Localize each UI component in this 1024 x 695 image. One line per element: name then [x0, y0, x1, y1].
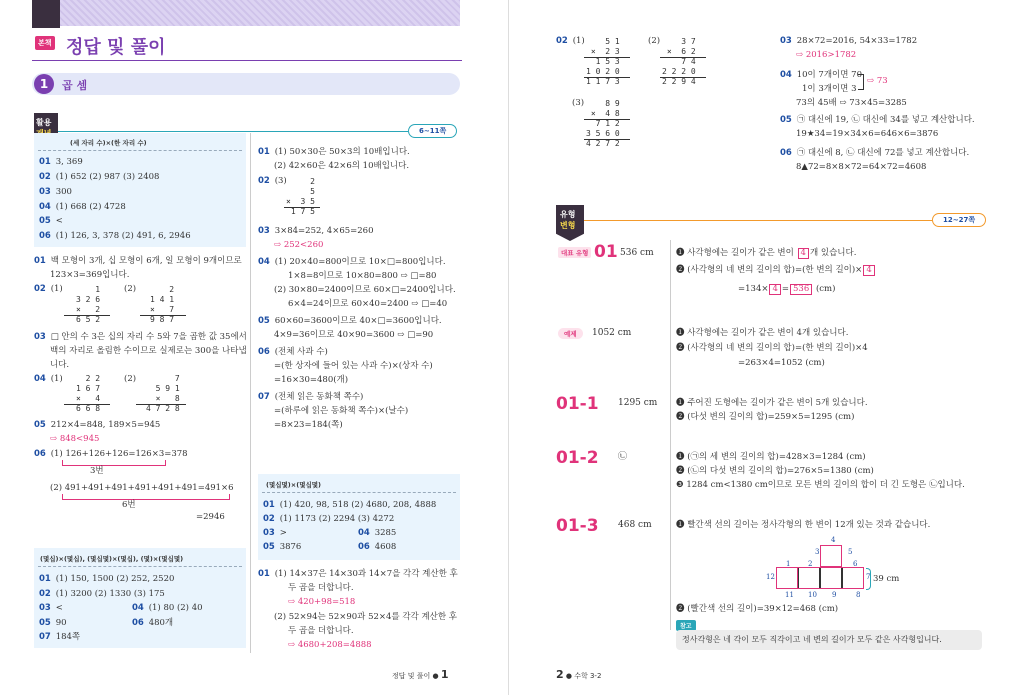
page-range-a: 6~11쪽: [408, 124, 457, 138]
r-02: 02 (1): [556, 36, 585, 46]
section-title: 곱 셈: [62, 79, 88, 92]
fig-square: [820, 545, 842, 567]
r-04-2: 1이 3개이면 3: [802, 84, 857, 94]
calc-02b: 2 1 4 1 × 7 9 8 7: [150, 285, 175, 324]
answer-01-cont: 123×3=369입니다.: [50, 270, 130, 280]
answer-03-cont: 니다.: [50, 360, 70, 370]
header-bar: [60, 0, 460, 26]
answer-02: 02 (1): [34, 284, 63, 294]
list-item: 02 (1) 1173 (2) 2294 (3) 4272: [263, 514, 395, 524]
list-item: 05 3876: [263, 542, 302, 552]
fig-brace: [866, 568, 871, 590]
right-page: [512, 0, 1024, 695]
type-answer: 468 cm: [618, 520, 652, 530]
list-item: 02 (1) 3200 (2) 1330 (3) 175: [39, 589, 165, 599]
calc-rule: [584, 77, 630, 78]
calc-rule: [140, 315, 186, 316]
mid-04: 04 (1) 20×40=800이므로 10×□=800입니다.: [258, 257, 446, 267]
r-05-2: 19★34=19×34×6=646×6=3876: [796, 129, 939, 139]
tag-line1: 활용: [36, 118, 52, 127]
title-underline: [32, 60, 462, 61]
box3-divider: [262, 492, 456, 493]
mid-06-3: =16×30=480(개): [274, 375, 349, 385]
tag-line: [58, 131, 408, 132]
type-number: 01-1: [556, 394, 599, 414]
r-04-3: 73의 45배 ⇨ 73×45=3285: [796, 98, 907, 108]
type-line: ❶ 사각형에는 길이가 같은 변이 4개 있습니다.: [676, 328, 849, 338]
footer-left: 정답 및 풀이 ● 1: [392, 668, 449, 681]
calc-02a: 1 3 2 6 × 2 6 5 2: [76, 285, 101, 324]
list-item: 07 184쪽: [39, 632, 81, 642]
calc-rule: [584, 139, 630, 140]
calc-rule: [660, 57, 706, 58]
fig-num: 7: [866, 573, 871, 581]
list-item: 03 <: [39, 603, 63, 613]
type-line: ❶ 주어진 도형에는 길이가 같은 변이 5개 있습니다.: [676, 398, 868, 408]
list-item: 04 (1) 668 (2) 4728: [39, 202, 126, 212]
fig-num: 12: [766, 573, 775, 581]
fig-num: 4: [831, 536, 836, 544]
type-line: =263×4=1052 (cm): [738, 358, 825, 368]
calc-rule: [64, 404, 110, 405]
type-answer: 1295 cm: [618, 398, 658, 408]
answer-02-label2: (2): [124, 284, 137, 294]
brace-6-label: 6번: [122, 500, 136, 510]
tag2-line1: 유형: [560, 210, 576, 219]
r-06: 06 ㉠ 대신에 8, ㉡ 대신에 72를 넣고 계산합니다.: [780, 148, 970, 158]
mid-07: 07 (전체 읽은 동화책 쪽수): [258, 392, 364, 402]
type-answer: 536 cm: [620, 248, 654, 258]
fig-outline: [776, 567, 864, 589]
mid-06: 06 (전체 사과 수): [258, 347, 328, 357]
type-answer: ㉡: [618, 452, 628, 462]
mb-05: 두 곱을 더합니다.: [288, 626, 354, 636]
book-badge: 본책: [35, 36, 55, 50]
r-02-2: (2): [648, 36, 661, 46]
box2-title: (몇십)×(몇십), (몇십몇)×(몇십), (몇)×(몇십몇): [40, 555, 184, 563]
calc-rule: [136, 404, 186, 405]
mid-04-4: 6×4=24이므로 60×40=2400 ⇨ □=40: [288, 299, 448, 309]
answer-04-label2: (2): [124, 374, 137, 384]
list-item: 05 90: [39, 618, 67, 628]
fig-num: 8: [856, 591, 861, 599]
calc-rule: [584, 57, 630, 58]
calc-r02a: 5 1 × 2 3 1 5 3 1 0 2 0 1 1 7 3: [586, 37, 620, 86]
mid-03: 03 3×84=252, 4×65=260: [258, 226, 374, 236]
box2-divider: [38, 566, 242, 567]
type-number: 01: [594, 242, 618, 262]
brace-6: [62, 494, 230, 500]
brace-3: [62, 460, 166, 466]
mid-07-3: =8×23=184(쪽): [274, 420, 343, 430]
example-label: 예제: [558, 328, 583, 339]
calc-rule: [64, 315, 110, 316]
calc-rule: [660, 77, 706, 78]
mb-04: (2) 52×94는 52×90과 52×4를 각각 계산한 후: [274, 612, 458, 622]
answer-06-3: =2946: [196, 512, 225, 522]
type-line: ❶ 빨간색 선의 길이는 정사각형의 한 변이 12개 있는 것과 같습니다.: [676, 520, 931, 530]
r-04-res: ⇨ 73: [867, 76, 888, 86]
mid-02: 02 (3): [258, 176, 287, 186]
mb-03: ⇨ 420+98=518: [288, 597, 356, 607]
r-06-2: 8▲72=8×8×72=64×72=4608: [796, 162, 927, 172]
type-line: ❷ (다섯 변의 길이의 합)=259×5=1295 (cm): [676, 412, 855, 422]
type-label: 대표 유형: [558, 247, 591, 258]
list-item: 01 (1) 150, 1500 (2) 252, 2520: [39, 574, 175, 584]
type-divider: [670, 240, 671, 630]
type-number: 01-3: [556, 516, 599, 536]
footer-right: 2 ● 수학 3-2: [556, 668, 602, 681]
page-title: 정답 및 풀이: [66, 37, 166, 58]
list-item: 04 3285: [358, 528, 397, 538]
header-tab-dark: [32, 0, 60, 28]
answer-03: 03 □ 안의 수 3은 십의 자리 수 5와 7을 곱한 값 35에서: [34, 332, 247, 342]
box1-title: (세 자리 수)×(한 자리 수): [70, 139, 147, 147]
type-answer: 1052 cm: [592, 328, 632, 338]
brace-3-label: 3번: [90, 466, 104, 476]
r-04: 04 10이 7개이면 70: [780, 70, 862, 80]
calc-r02c: 8 9 × 4 8 7 1 2 3 5 6 0 4 2 7 2: [586, 99, 620, 148]
fig-num: 6: [853, 560, 858, 568]
fig-num: 11: [785, 591, 794, 599]
fig-side: 39 cm: [873, 574, 900, 584]
bracket: [858, 74, 864, 90]
list-item: 06 480개: [132, 618, 174, 628]
tag2-line: [584, 220, 932, 221]
calc-mid-02: 2 5 × 3 5 1 7 5: [286, 177, 315, 216]
section-bar: [32, 73, 460, 95]
section-number: 1: [34, 74, 54, 94]
mid-01: 01 (1) 50×30은 50×3의 10배입니다.: [258, 147, 410, 157]
answer-06: 06 (1) 126+126+126=126×3=378: [34, 449, 188, 459]
type-line: ❷ (사각형의 네 변의 길이의 합)=(한 변의 길이)× 4: [676, 265, 876, 276]
box3-title: (몇십몇)×(몇십몇): [266, 481, 322, 489]
fig-num: 5: [848, 548, 853, 556]
fig-num: 2: [808, 560, 813, 568]
fig-num: 1: [786, 560, 791, 568]
mid-05: 05 60×60=3600이므로 40×□=3600입니다.: [258, 316, 442, 326]
list-item: 04 (1) 80 (2) 40: [132, 603, 203, 613]
mb-01: 01 (1) 14×37은 14×30과 14×7을 각각 계산한 후: [258, 569, 458, 579]
answer-04: 04 (1): [34, 374, 63, 384]
note-tag: 참고: [676, 620, 696, 631]
type-line: ❷ (사각형의 네 변의 길이의 합)=(한 변의 길이)×4: [676, 343, 868, 353]
mid-04-2: 1×8=8이므로 10×80=800 ⇨ □=80: [288, 271, 437, 281]
list-item: 06 (1) 126, 3, 378 (2) 491, 6, 2946: [39, 231, 191, 241]
mid-03-2: ⇨ 252<260: [274, 240, 324, 250]
mid-07-2: =(하루에 읽은 동화책 쪽수)×(날수): [274, 406, 409, 416]
list-item: 06 4608: [358, 542, 397, 552]
type-line: ❷ (빨간색 선의 길이)=39×12=468 (cm): [676, 604, 839, 614]
mb-02: 두 곱을 더합니다.: [288, 583, 354, 593]
mid-05-2: 4×9=36이므로 40×90=3600 ⇨ □=90: [274, 330, 434, 340]
left-page: [0, 0, 496, 695]
list-item: 01 (1) 420, 98, 518 (2) 4680, 208, 4888: [263, 500, 437, 510]
type-line: ❷ (㉡의 다섯 변의 길이의 합)=276×5=1380 (cm): [676, 466, 874, 476]
spine: [508, 0, 509, 695]
mid-01-2: (2) 42×60은 42×6의 10배입니다.: [274, 161, 410, 171]
answer-06-2: (2) 491+491+491+491+491+491=491×6: [50, 483, 234, 493]
fig-num: 9: [832, 591, 837, 599]
list-item: 05 <: [39, 216, 63, 226]
page-range-b: 12~27쪽: [932, 213, 986, 227]
type-line: ❸ 1284 cm<1380 cm이므로 모든 변의 길이의 합이 더 긴 도형은 ㉡입니다.: [676, 480, 965, 490]
r-05: 05 ㉠ 대신에 19, ㉡ 대신에 34를 넣고 계산합니다.: [780, 115, 975, 125]
mid-04-3: (2) 30×80=2400이므로 60×□=2400입니다.: [274, 285, 456, 295]
column-divider: [250, 133, 251, 653]
calc-rule: [284, 207, 320, 208]
calc-rule: [584, 119, 630, 120]
type-number: 01-2: [556, 448, 599, 468]
list-item: 02 (1) 652 (2) 987 (3) 2408: [39, 172, 160, 182]
fig-num: 10: [808, 591, 817, 599]
type-line: ❶ (㉠의 세 변의 길이의 합)=428×3=1284 (cm): [676, 452, 866, 462]
r-02-3: (3): [572, 98, 585, 108]
list-item: 03 >: [263, 528, 287, 538]
mid-06-2: =(한 상자에 들어 있는 사과 수)×(상자 수): [274, 361, 433, 371]
calc-04a: 2 2 1 6 7 × 4 6 6 8: [76, 374, 101, 413]
list-item: 03 300: [39, 187, 72, 197]
calc-r02b: 3 7 × 6 2 7 4 2 2 2 0 2 2 9 4: [662, 37, 696, 86]
r-03-2: ⇨ 2016>1782: [796, 50, 857, 60]
answer-03-cont: 백의 자리로 올림한 수이므로 실제로는 300을 나타냅: [50, 346, 247, 356]
mb-06: ⇨ 4680+208=4888: [288, 640, 372, 650]
type-line: ❶ 사각형에는 길이가 같은 변이 4 개 있습니다.: [676, 248, 857, 258]
type-line: =134× 4 = 536 (cm): [738, 284, 836, 294]
answer-01: 01 백 모형이 3개, 십 모형이 6개, 일 모형이 9개이므로: [34, 256, 242, 266]
note-text: 정사각형은 네 각이 모두 직각이고 네 변의 길이가 모두 같은 사각형입니다.: [682, 635, 942, 644]
answer-05: 05 212×4=848, 189×5=945: [34, 420, 161, 430]
r-03: 03 28×72=2016, 54×33=1782: [780, 36, 918, 46]
list-item: 01 3, 369: [39, 157, 83, 167]
calc-04b: 7 5 9 1 × 8 4 7 2 8: [146, 374, 180, 413]
tag2-line2: 변형: [560, 221, 576, 230]
fig-num: 3: [815, 548, 820, 556]
box1-divider: [38, 150, 242, 151]
answer-05-result: ⇨ 848<945: [50, 434, 100, 444]
